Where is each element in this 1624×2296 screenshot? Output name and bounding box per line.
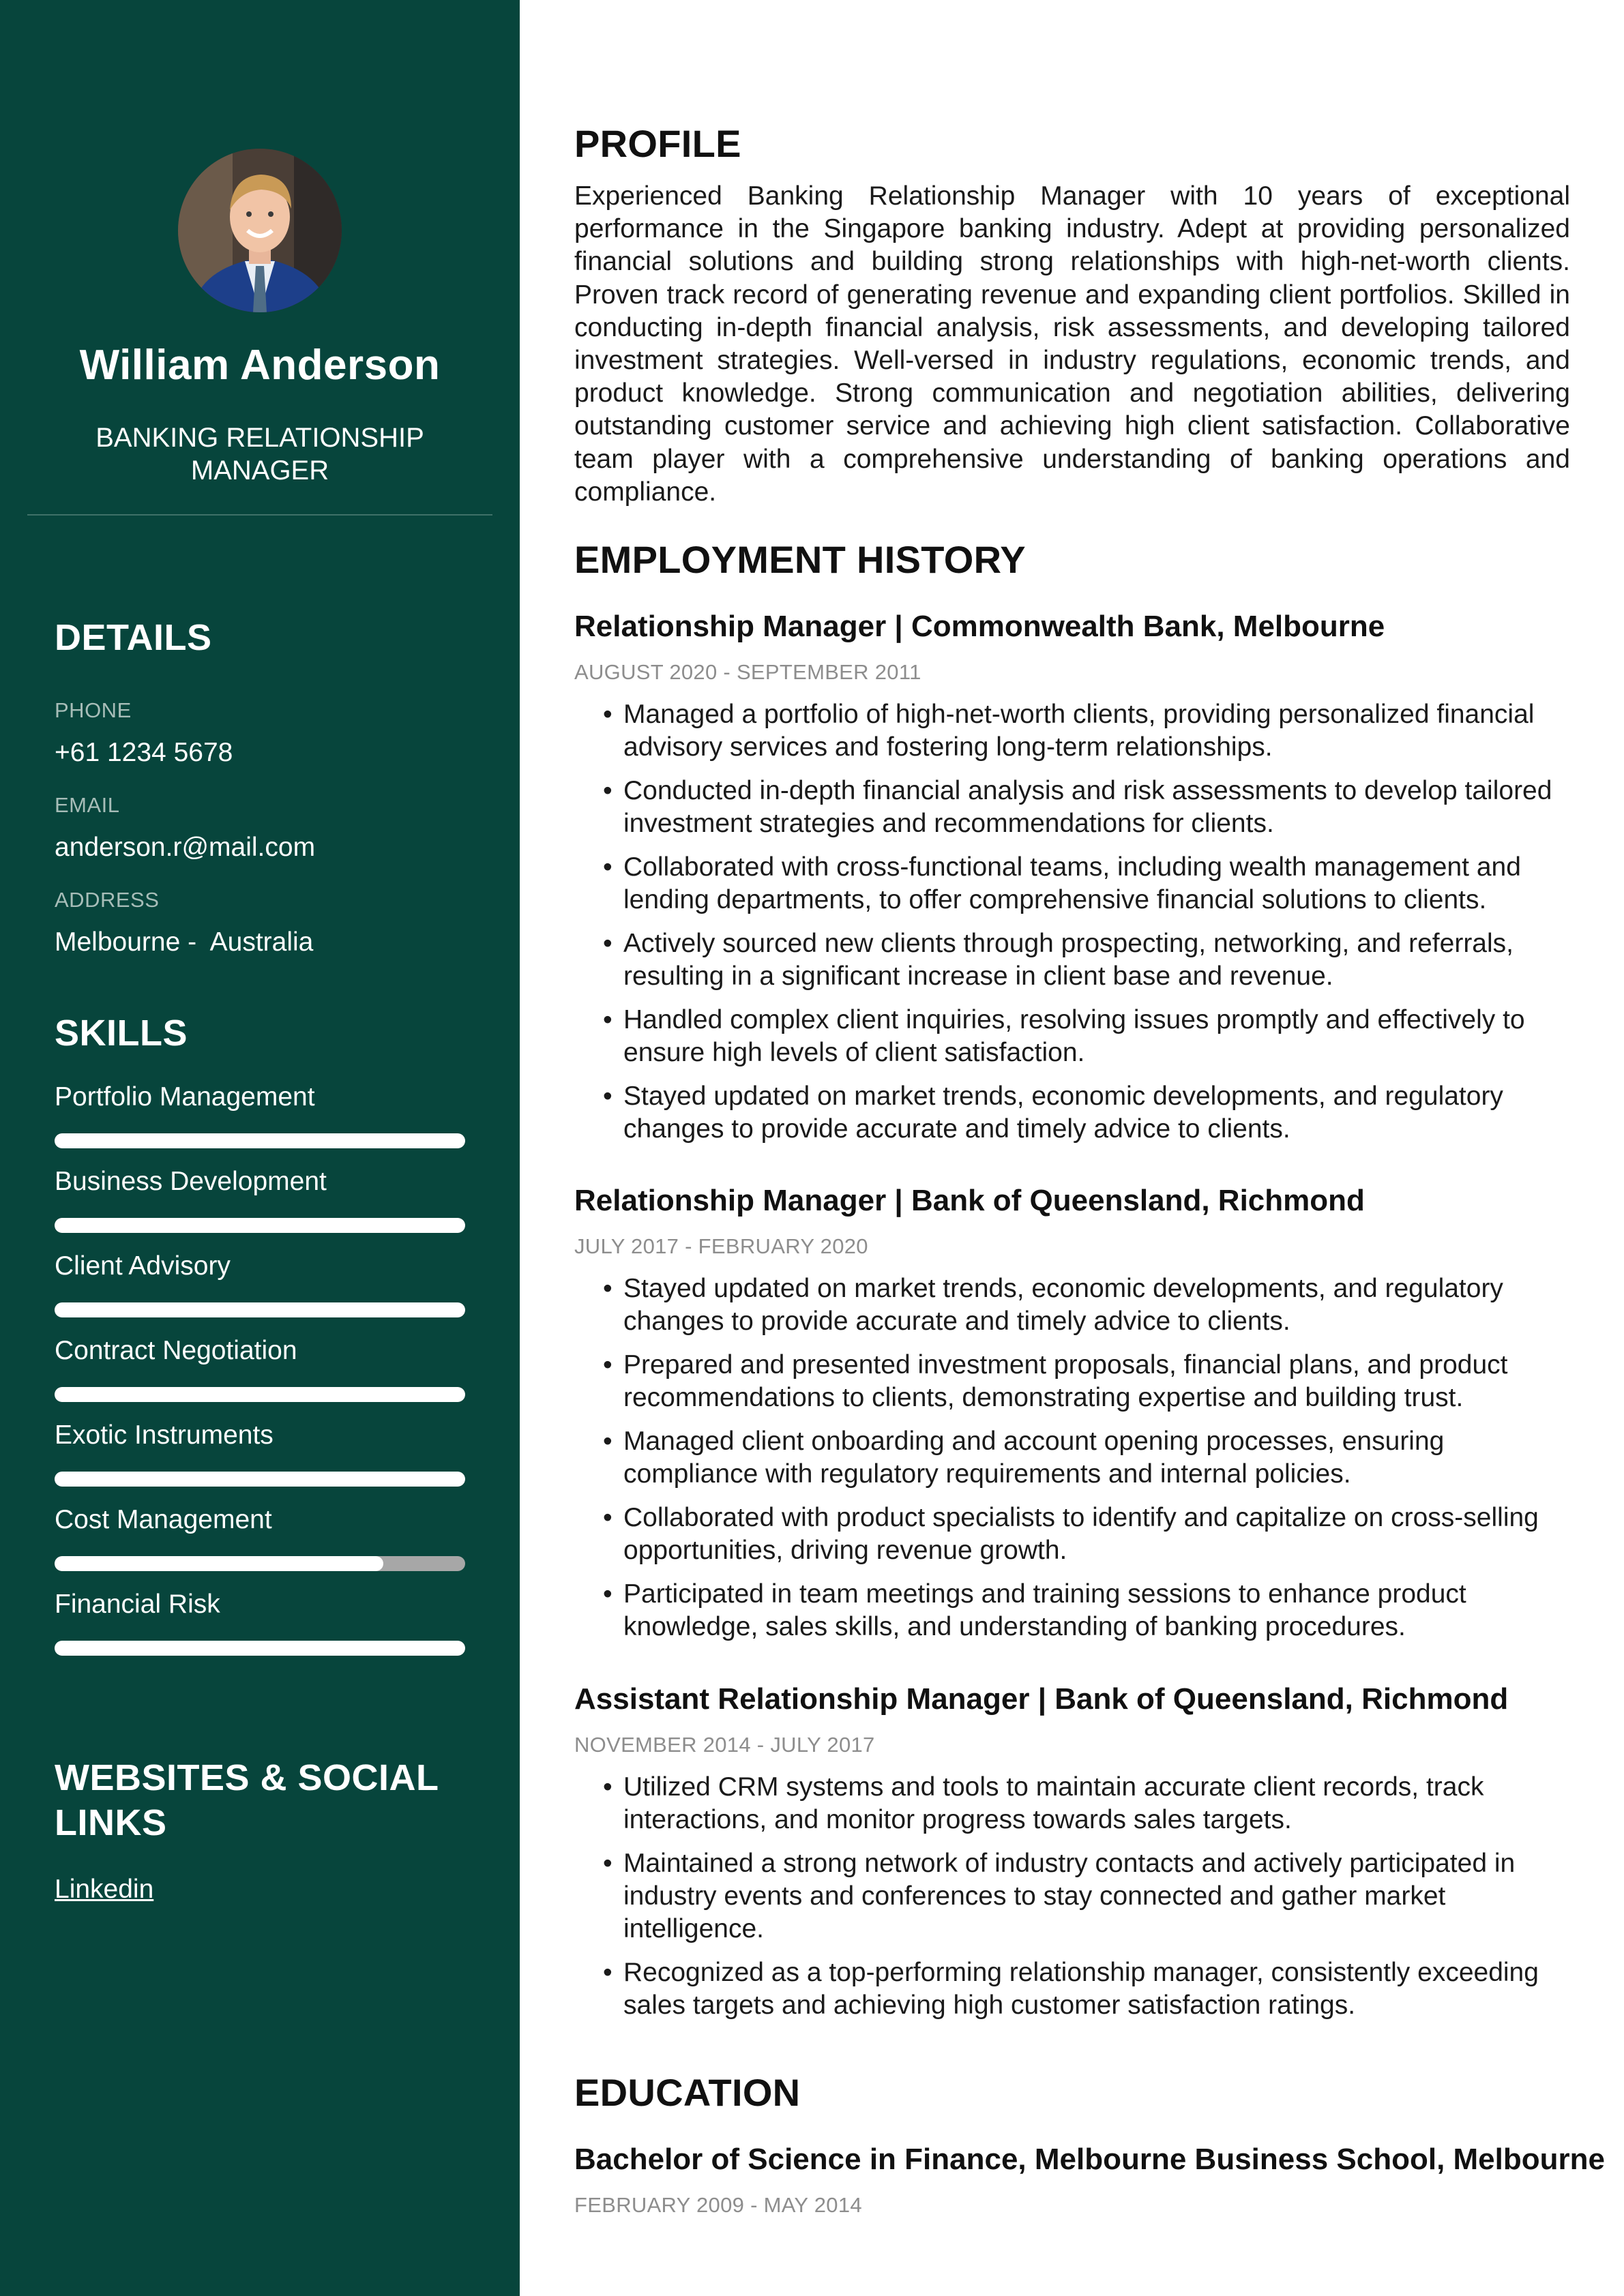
list-item (574, 698, 1570, 764)
skill-name: Contract Negotiation (55, 1336, 297, 1365)
bullet-text: Recognized as a top-performing relationship manager, consistently exceeding sales targets and achieving high customer satisfaction ratings. (623, 1958, 1539, 2020)
list-item (574, 1956, 1570, 2022)
bullet-text: Actively sourced new clients through prospecting, networking, and referrals, resulting in a significant increase in client base and revenue. (623, 929, 1514, 991)
skill-level-bar (55, 1218, 465, 1233)
sidebar (0, 0, 520, 2296)
skill-name: Portfolio Management (55, 1082, 315, 1112)
linkedin-link[interactable]: Linkedin (55, 1875, 154, 1904)
list-item (574, 851, 1570, 916)
job-dates: NOVEMBER 2014 - JULY 2017 (574, 1733, 875, 1757)
bullet-text: Stayed updated on market trends, economic developments, and regulatory changes to provide accurate and timely advice to clients. (623, 1274, 1503, 1336)
job-bullets (574, 1771, 1570, 2033)
skill-level-fill (55, 1472, 465, 1487)
bullet-icon: • (603, 1849, 612, 1878)
email-value: anderson.r@mail.com (55, 833, 316, 862)
skill-name: Client Advisory (55, 1251, 231, 1281)
skill-name: Cost Management (55, 1505, 272, 1534)
email-label: EMAIL (55, 793, 120, 817)
list-item (574, 775, 1570, 840)
bullet-text: Collaborated with cross-functional teams, including wealth management and lending departments, to offer comprehensive financial solutions to clients. (623, 852, 1521, 914)
bullet-icon: • (603, 929, 612, 958)
job-dates: JULY 2017 - FEBRUARY 2020 (574, 1234, 868, 1258)
skill-level-bar (55, 1556, 465, 1571)
bullet-icon: • (603, 1958, 612, 1987)
skill-level-bar (55, 1387, 465, 1402)
skill-level-bar (55, 1641, 465, 1656)
bullet-text: Maintained a strong network of industry contacts and actively participated in industry events and conferences to stay connected and gather market intelligence. (623, 1849, 1516, 1943)
details-heading: DETAILS (55, 617, 212, 658)
list-item (574, 927, 1570, 993)
skill-level-bar (55, 1133, 465, 1148)
education-degree: Bachelor of Science in Finance, Melbourne Business School, Melbourne (574, 2143, 1605, 2176)
list-item (574, 1847, 1570, 1945)
phone-value: +61 1234 5678 (55, 738, 233, 767)
job-bullets (574, 1272, 1570, 1654)
list-item (574, 1004, 1570, 1069)
bullet-icon: • (603, 776, 612, 805)
skill-level-fill (55, 1387, 465, 1402)
list-item (574, 1425, 1570, 1491)
list-item (574, 1272, 1570, 1338)
skill-level-bar (55, 1472, 465, 1487)
candidate-name: William Anderson (79, 342, 441, 389)
bullet-text: Managed a portfolio of high-net-worth clients, providing personalized financial advisory services and fostering long-term relationships. (623, 700, 1535, 762)
job-title: Relationship Manager | Bank of Queensland, Richmond (574, 1184, 1365, 1217)
skill-level-fill (55, 1556, 383, 1571)
job-bullets (574, 698, 1570, 1157)
list-item (574, 1578, 1570, 1643)
bullet-text: Utilized CRM systems and tools to maintain accurate client records, track interactions, and monitor progress towards sales targets. (623, 1772, 1484, 1834)
phone-label: PHONE (55, 698, 132, 722)
list-item (574, 1771, 1570, 1836)
links-heading-line1: WEBSITES & SOCIAL (55, 1757, 439, 1798)
bullet-text: Stayed updated on market trends, economic developments, and regulatory changes to provide accurate and timely advice to clients. (623, 1082, 1503, 1144)
skill-name: Exotic Instruments (55, 1420, 274, 1450)
address-label: ADDRESS (55, 888, 160, 912)
profile-summary: Experienced Banking Relationship Manager with 10 years of exceptional performance in the Singapore banking industry. Adept at providing personalized financial solutions and building strong relationships with high-net-worth clients. Proven track record of generating revenue and expanding client portfolios. Skilled in conducting in-depth financial analysis, risk assessments, and developing tailored investment strategies. Well-versed in industry regulations, economic trends, and product knowledge. Strong communication and negotiation abilities, delivering outstanding customer service and achieving high client satisfaction. Collaborative team player with a comprehensive understanding of banking operations and compliance. (574, 181, 1570, 507)
skill-level-fill (55, 1302, 465, 1317)
education-dates: FEBRUARY 2009 - MAY 2014 (574, 2193, 862, 2217)
avatar (178, 149, 342, 312)
address-value: Melbourne - Australia (55, 927, 314, 957)
links-heading-line2: LINKS (55, 1802, 167, 1843)
job-title: Relationship Manager | Commonwealth Bank, Melbourne (574, 610, 1385, 643)
bullet-text: Prepared and presented investment proposals, financial plans, and product recommendations to clients, demonstrating expertise and building trust. (623, 1350, 1508, 1412)
bullet-icon: • (603, 700, 612, 729)
education-heading: EDUCATION (574, 2071, 801, 2114)
skills-heading: SKILLS (55, 1013, 188, 1054)
list-item (574, 1502, 1570, 1567)
list-item (574, 1349, 1570, 1414)
bullet-icon: • (603, 852, 612, 882)
employment-heading: EMPLOYMENT HISTORY (574, 538, 1026, 581)
bullet-text: Participated in team meetings and training sessions to enhance product knowledge, sales skills, and understanding of banking procedures. (623, 1579, 1466, 1641)
bullet-icon: • (603, 1274, 612, 1303)
main-content (520, 0, 1624, 2296)
skill-level-fill (55, 1218, 465, 1233)
bullet-icon: • (603, 1427, 612, 1456)
candidate-title: BANKING RELATIONSHIP MANAGER (95, 423, 424, 486)
bullet-text: Conducted in-depth financial analysis and risk assessments to develop tailored investment strategies and recommendations for clients. (623, 776, 1552, 838)
job-dates: AUGUST 2020 - SEPTEMBER 2011 (574, 660, 921, 684)
sidebar-divider (27, 514, 492, 516)
bullet-icon: • (603, 1772, 612, 1802)
portrait-photo (178, 149, 342, 312)
profile-heading: PROFILE (574, 122, 741, 165)
list-item (574, 1080, 1570, 1146)
bullet-icon: • (603, 1005, 612, 1034)
bullet-icon: • (603, 1082, 612, 1111)
bullet-icon: • (603, 1503, 612, 1532)
skill-name: Business Development (55, 1167, 327, 1196)
bullet-icon: • (603, 1579, 612, 1609)
skill-name: Financial Risk (55, 1590, 220, 1619)
bullet-text: Collaborated with product specialists to identify and capitalize on cross-selling opportunities, driving revenue growth. (623, 1503, 1539, 1565)
bullet-icon: • (603, 1350, 612, 1380)
skill-level-fill (55, 1133, 465, 1148)
skill-level-fill (55, 1641, 465, 1656)
skill-level-bar (55, 1302, 465, 1317)
job-title: Assistant Relationship Manager | Bank of Queensland, Richmond (574, 1682, 1509, 1716)
bullet-text: Handled complex client inquiries, resolving issues promptly and effectively to ensure high levels of client satisfaction. (623, 1005, 1525, 1067)
bullet-text: Managed client onboarding and account opening processes, ensuring compliance with regulatory requirements and internal policies. (623, 1427, 1445, 1489)
